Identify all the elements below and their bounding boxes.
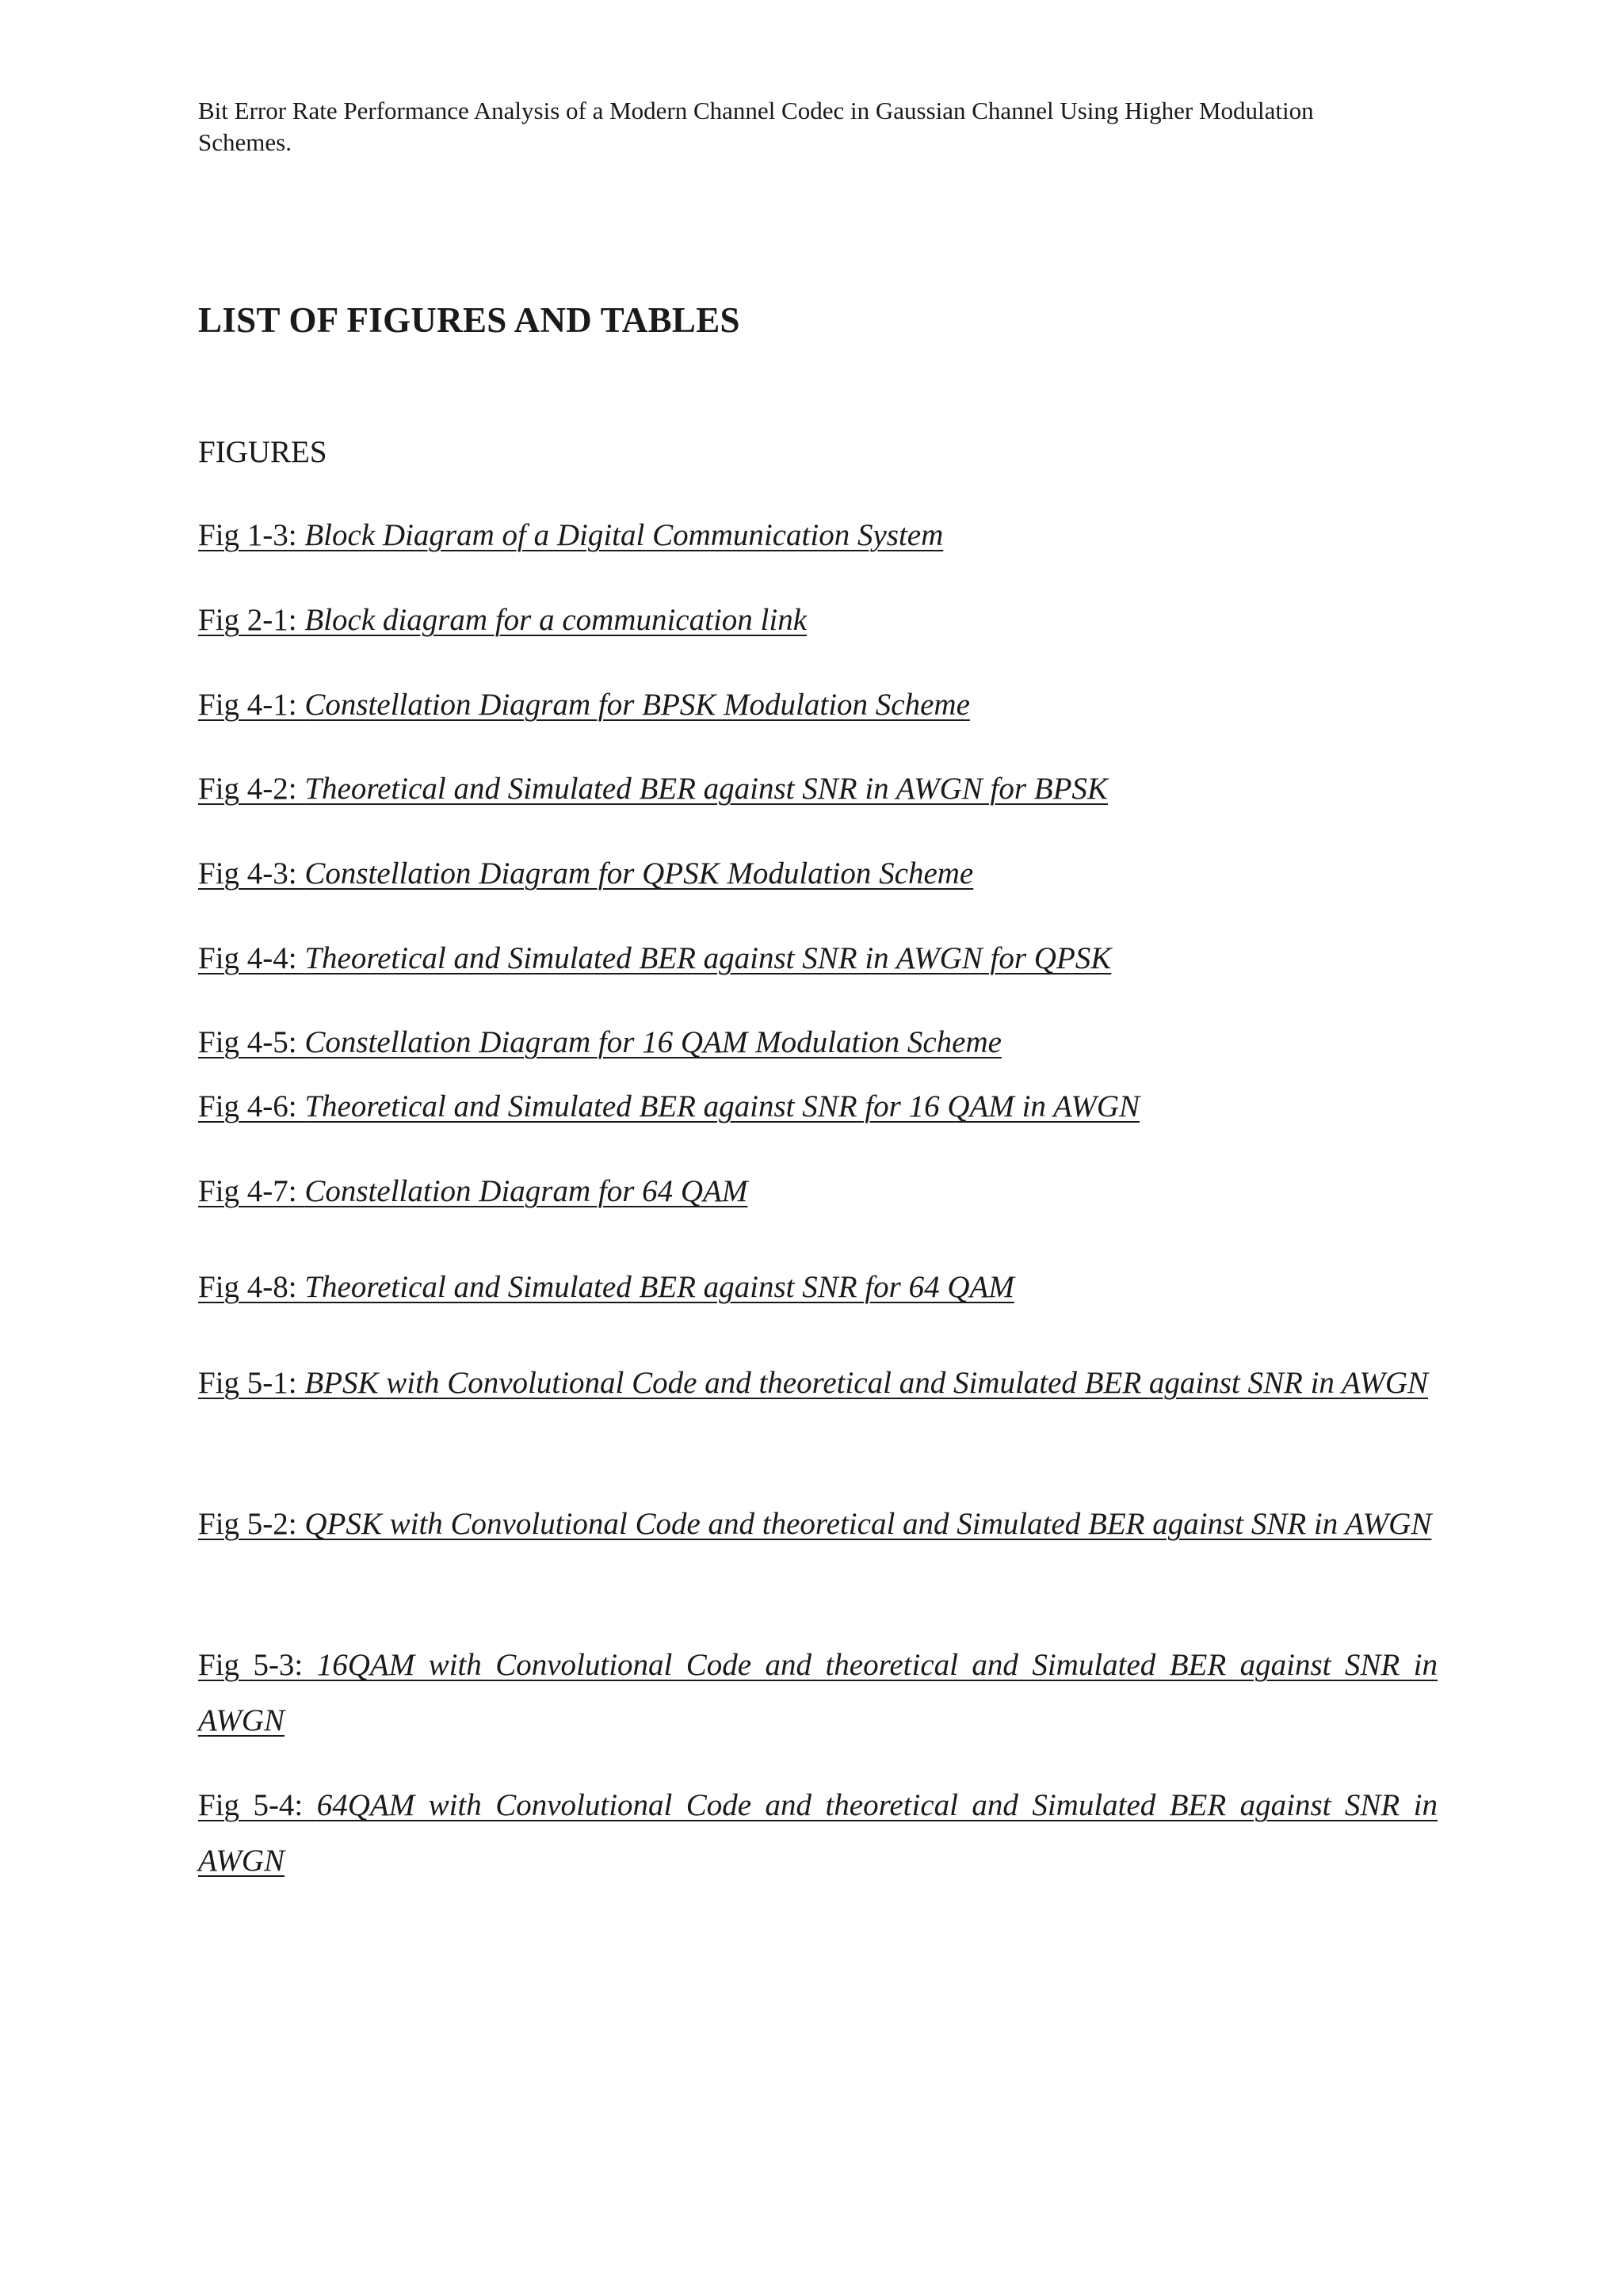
figure-label: Fig 4-7:	[198, 1174, 305, 1208]
figure-entry-4-7[interactable]	[198, 1164, 1438, 1219]
figure-label: Fig 4-4:	[198, 941, 305, 975]
figure-entry-2-1[interactable]	[198, 593, 1438, 648]
running-header: Bit Error Rate Performance Analysis of a Modern Channel Codec in Gaussian Channel Using Higher Modulation Schemes.	[198, 97, 1314, 156]
figure-label: Fig 1-3:	[198, 518, 305, 552]
figure-caption: Block diagram for a communication link	[304, 603, 808, 637]
figure-caption: QPSK with Convolutional Code and theoretical and Simulated BER against SNR in AWGN	[304, 1507, 1432, 1541]
figure-label: Fig 2-1:	[198, 603, 305, 637]
figure-entry-1-3[interactable]	[198, 508, 1438, 563]
figure-label: Fig 4-1:	[198, 688, 305, 722]
figure-entry-5-3[interactable]	[198, 1638, 1438, 1749]
figure-entry-4-1[interactable]	[198, 677, 1438, 733]
figure-label: Fig 5-4:	[198, 1788, 317, 1822]
figure-entry-4-3[interactable]	[198, 846, 1438, 902]
figure-label: Fig 4-6:	[198, 1089, 305, 1123]
figure-label: Fig 4-8:	[198, 1270, 305, 1304]
figure-label: Fig 5-1:	[198, 1366, 305, 1400]
section-label-figures: FIGURES	[198, 435, 327, 469]
figure-entry-4-8[interactable]	[198, 1260, 1438, 1315]
figure-caption: Theoretical and Simulated BER against SNR for 64 QAM	[304, 1270, 1014, 1304]
figure-caption: 64QAM with Convolutional Code and theoretical and Simulated BER against SNR in AWGN	[198, 1788, 1438, 1878]
figure-label: Fig 4-3:	[198, 856, 305, 891]
figure-entry-5-4[interactable]	[198, 1778, 1438, 1889]
figure-caption: Constellation Diagram for 64 QAM	[304, 1174, 748, 1208]
figure-caption: Constellation Diagram for BPSK Modulation Scheme	[304, 688, 970, 722]
figure-label: Fig 4-2:	[198, 772, 305, 806]
figure-label: Fig 5-3:	[198, 1648, 317, 1682]
figure-entry-4-4[interactable]	[198, 931, 1438, 986]
figure-caption: Theoretical and Simulated BER against SNR for 16 QAM in AWGN	[304, 1089, 1140, 1123]
figure-caption: Theoretical and Simulated BER against SNR in AWGN for BPSK	[304, 772, 1108, 806]
figure-entry-4-2[interactable]	[198, 761, 1438, 817]
figure-caption: Constellation Diagram for 16 QAM Modulation Scheme	[304, 1025, 1002, 1059]
figure-label: Fig 5-2:	[198, 1507, 305, 1541]
page-title: LIST OF FIGURES AND TABLES	[198, 300, 740, 340]
figure-caption: Theoretical and Simulated BER against SNR in AWGN for QPSK	[304, 941, 1112, 975]
figure-label: Fig 4-5:	[198, 1025, 305, 1059]
figure-entry-4-5[interactable]	[198, 1015, 1438, 1070]
figure-entry-5-1[interactable]	[198, 1356, 1438, 1411]
figure-entry-5-2[interactable]	[198, 1497, 1438, 1552]
figure-caption: 16QAM with Convolutional Code and theoretical and Simulated BER against SNR in AWGN	[198, 1648, 1438, 1737]
figure-caption: Block Diagram of a Digital Communication System	[304, 518, 944, 552]
figure-entry-4-6[interactable]	[198, 1079, 1438, 1135]
figure-caption: BPSK with Convolutional Code and theoretical and Simulated BER against SNR in AWGN	[304, 1366, 1428, 1400]
figure-caption: Constellation Diagram for QPSK Modulation Scheme	[304, 856, 974, 891]
